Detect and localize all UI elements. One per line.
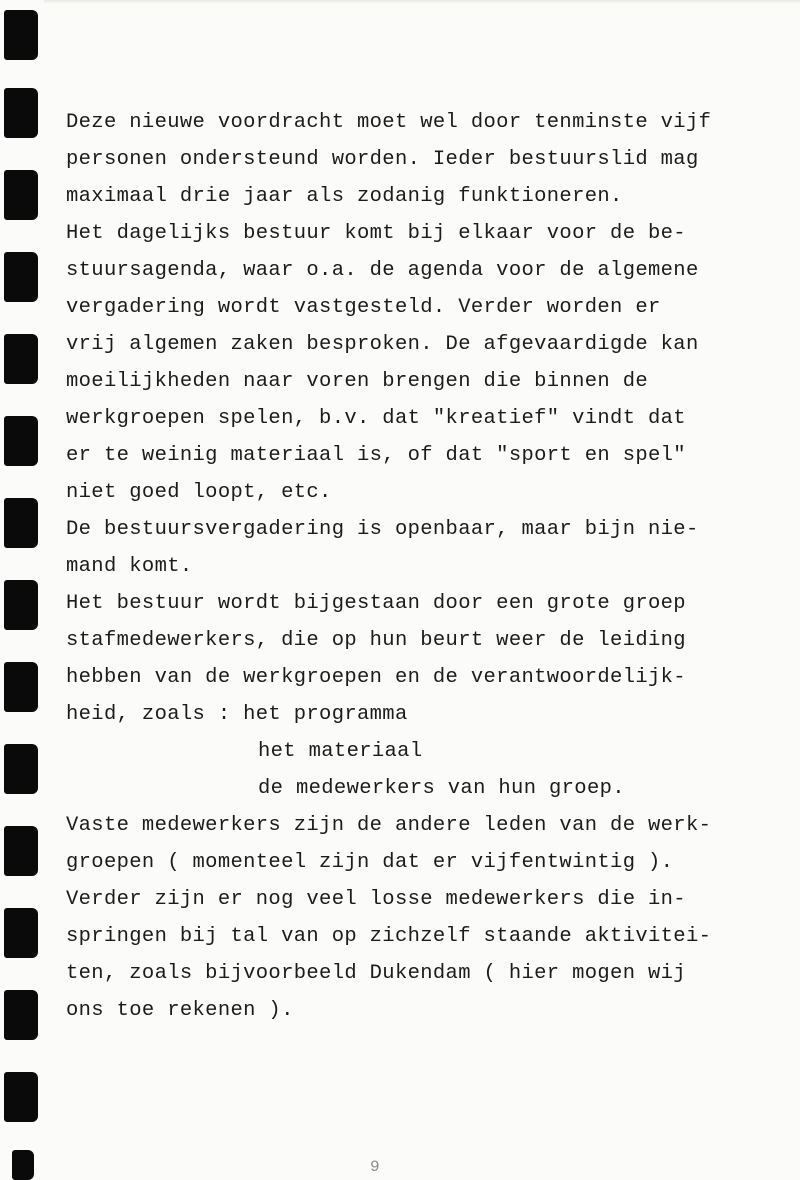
binding-hole [4, 908, 38, 958]
text-line: niet goed loopt, etc. [66, 481, 332, 504]
binding-hole [4, 88, 38, 138]
text-line: Het bestuur wordt bijgestaan door een grote groep [66, 592, 686, 615]
text-line: Verder zijn er nog veel losse medewerkers die in- [66, 888, 686, 911]
text-line: hebben van de werkgroepen en de verantwoordelijk- [66, 666, 686, 689]
text-line: stafmedewerkers, die op hun beurt weer de leiding [66, 629, 686, 652]
text-line: ons toe rekenen ). [66, 999, 294, 1022]
text-line: springen bij tal van op zichzelf staande aktivitei- [66, 925, 712, 948]
binding-hole [4, 744, 38, 794]
binding-hole [4, 334, 38, 384]
text-line: moeilijkheden naar voren brengen die binnen de [66, 370, 648, 393]
binding-hole [4, 580, 38, 630]
page-number-mark: 9 [370, 1158, 380, 1176]
text-line: De bestuursvergadering is openbaar, maar bijn nie- [66, 518, 699, 541]
text-line: maximaal drie jaar als zodanig funktioneren. [66, 185, 623, 208]
binding-hole [4, 826, 38, 876]
text-line: stuursagenda, waar o.a. de agenda voor de algemene [66, 259, 699, 282]
page-top-edge [44, 0, 800, 4]
text-line: mand komt. [66, 555, 193, 578]
text-line-indented: het materiaal [258, 740, 423, 763]
text-line: er te weinig materiaal is, of dat "sport en spel" [66, 444, 686, 467]
text-line: ten, zoals bijvoorbeeld Dukendam ( hier mogen wij [66, 962, 686, 985]
comb-binding [0, 0, 44, 1177]
binding-hole [4, 10, 38, 60]
text-line: groepen ( momenteel zijn dat er vijfentwintig ). [66, 851, 674, 874]
text-line: Het dagelijks bestuur komt bij elkaar voor de be- [66, 222, 686, 245]
text-line: vrij algemen zaken besproken. De afgevaardigde kan [66, 333, 699, 356]
binding-hole [4, 498, 38, 548]
text-line: vergadering wordt vastgesteld. Verder worden er [66, 296, 661, 319]
binding-hole [12, 1150, 34, 1180]
text-line: Deze nieuwe voordracht moet wel door tenminste vijf [66, 111, 712, 134]
binding-hole [4, 990, 38, 1040]
text-line: heid, zoals : het programma [66, 703, 408, 726]
typewritten-text [66, 104, 786, 1029]
binding-hole [4, 170, 38, 220]
binding-hole [4, 1072, 38, 1122]
binding-hole [4, 252, 38, 302]
binding-hole [4, 662, 38, 712]
text-line: werkgroepen spelen, b.v. dat "kreatief" vindt dat [66, 407, 686, 430]
text-line: Vaste medewerkers zijn de andere leden van de werk- [66, 814, 712, 837]
text-line: personen ondersteund worden. Ieder bestuurslid mag [66, 148, 699, 171]
binding-hole [4, 416, 38, 466]
text-line-indented: de medewerkers van hun groep. [258, 777, 625, 800]
